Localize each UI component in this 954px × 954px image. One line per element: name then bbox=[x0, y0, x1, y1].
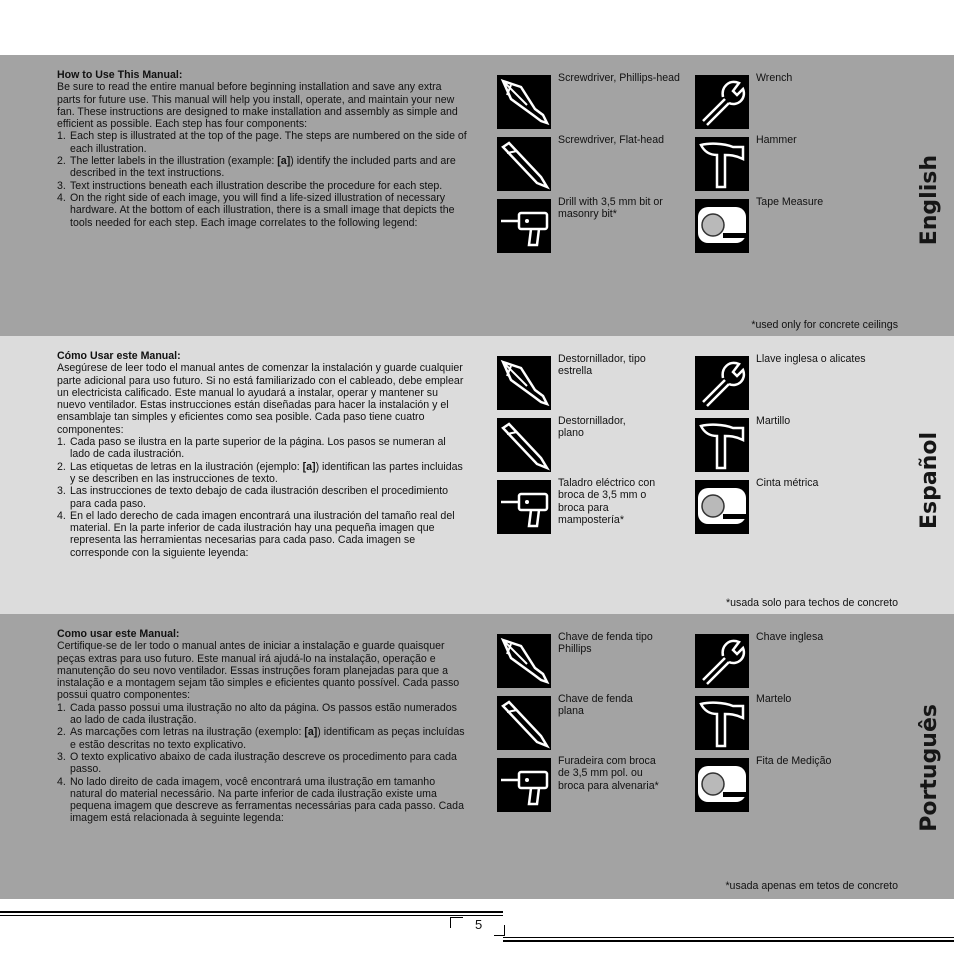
page-number: 5 bbox=[475, 917, 483, 932]
step-text: No lado direito de cada imagem, você encontrará uma ilustração em tamanho natural do material necessário. Na parte inferior de cada ilustração existe uma pequena imagem que descreve as ferramentas necessárias para cada passo. Cada imagem está relacionada à seguinte legenda: bbox=[70, 775, 464, 825]
step-number: 4. bbox=[57, 191, 66, 204]
wrench-icon bbox=[695, 634, 749, 688]
language-label: Español bbox=[917, 432, 942, 530]
step-text: ) identificam as peças incluídas e estão descritas no texto explicativo. bbox=[70, 726, 465, 751]
flat-screwdriver-icon bbox=[497, 137, 551, 191]
page-number-corner-bottom bbox=[494, 925, 505, 936]
phillips-screwdriver-icon bbox=[497, 634, 551, 688]
footer-rule-right bbox=[503, 940, 954, 942]
list-item bbox=[57, 192, 467, 229]
step-text: On the right side of each image, you will find a life-sized illustration of necessary hardware. At the bottom of each illustration, there is a small image that depicts the tools needed for each step. Each image correlates to the following legend: bbox=[70, 191, 455, 229]
step-number: 1. bbox=[57, 701, 66, 714]
list-item bbox=[57, 130, 467, 155]
list-item bbox=[57, 726, 467, 751]
step-text: Text instructions beneath each illustration describe the procedure for each step. bbox=[70, 179, 443, 192]
tape-measure-icon bbox=[695, 199, 749, 253]
tool-label: Taladro eléctrico con broca de 3,5 mm o broca para mampostería* bbox=[558, 477, 656, 526]
hammer-icon bbox=[695, 137, 749, 191]
wrench-icon bbox=[695, 75, 749, 129]
footnote: *usada solo para techos de concreto bbox=[726, 597, 898, 609]
step-text: Cada passo possui uma ilustração no alto da página. Os passos estão numerados ao lado de cada ilustração. bbox=[70, 701, 457, 727]
list-item bbox=[57, 436, 467, 461]
example-tag: [a] bbox=[277, 155, 291, 168]
english-section bbox=[0, 55, 954, 336]
wrench-icon bbox=[695, 356, 749, 410]
step-text: Each step is illustrated at the top of the page. The steps are numbered on the side of each illustration. bbox=[70, 130, 467, 155]
list-item bbox=[57, 155, 467, 180]
list-item bbox=[57, 510, 467, 559]
section-heading: How to Use This Manual: bbox=[57, 69, 183, 81]
step-text: ) identify the included parts and are described in the text instructions. bbox=[70, 155, 456, 180]
step-text: The letter labels in the illustration (example: bbox=[70, 155, 278, 168]
tool-label: Fita de Medição bbox=[756, 755, 832, 767]
instructions-text bbox=[57, 628, 467, 825]
step-number: 2. bbox=[57, 726, 66, 739]
tool-label: Llave inglesa o alicates bbox=[756, 353, 866, 365]
phillips-screwdriver-icon bbox=[497, 75, 551, 129]
step-number: 3. bbox=[57, 750, 66, 763]
tool-label: Destornillador, plano bbox=[558, 415, 626, 440]
language-label: Português bbox=[917, 704, 942, 832]
list-item bbox=[57, 485, 467, 510]
drill-icon bbox=[497, 758, 551, 812]
tool-label: Tape Measure bbox=[756, 196, 824, 208]
step-number: 3. bbox=[57, 485, 66, 498]
footer-rule-left-thin bbox=[0, 915, 503, 916]
step-text: En el lado derecho de cada imagen encontrará una ilustración del tamaño real del material. En la parte inferior de cada ilustración hay una pequeña imagen que representa las herramientas necesarias para cada paso. Cada imagen se corresponde con la siguiente leyenda: bbox=[70, 509, 455, 559]
list-item bbox=[57, 751, 467, 776]
tool-label: Martillo bbox=[756, 415, 791, 427]
step-number: 4. bbox=[57, 509, 66, 522]
instructions-text bbox=[57, 350, 467, 559]
step-number: 1. bbox=[57, 436, 66, 449]
footer-rule-left bbox=[0, 911, 503, 913]
hammer-icon bbox=[695, 696, 749, 750]
list-item bbox=[57, 180, 467, 192]
step-text: ) identifican las partes incluidas y se describen en las instrucciones de texto. bbox=[70, 460, 463, 485]
phillips-screwdriver-icon bbox=[497, 356, 551, 410]
tool-label: Furadeira com broca de 3,5 mm pol. ou broca para alvenaria* bbox=[558, 755, 659, 792]
tool-label: Chave inglesa bbox=[756, 631, 824, 643]
steps-list bbox=[57, 436, 467, 559]
list-item bbox=[57, 461, 467, 486]
instructions-text bbox=[57, 69, 467, 229]
example-tag: [a] bbox=[304, 726, 318, 739]
tool-label: Hammer bbox=[756, 134, 797, 146]
spanish-section bbox=[0, 336, 954, 614]
intro-paragraph: Asegúrese de leer todo el manual antes de comenzar la instalación y guarde cualquier parte adicional para uso futuro. Si no está familiarizado con el cableado, debe emplear un electricista calificado. Este manual lo ayudará a instalar, operar y mantener su nuevo ventilador. Estas instrucciones están diseñadas para hacer la instalación y el ensamblaje tan simples y eficientes como sea posible. Cada paso tiene cuatro componentes: bbox=[57, 362, 464, 436]
intro-paragraph: Certifique-se de ler todo o manual antes de iniciar a instalação e guarde quaisquer peças extras para uso futuro. Este manual irá ajudá-lo na instalação, operação e manutenção do seu novo ventilador. Essas instruções foram planejadas para que a instalação e a montagem sejam tão simples e eficientes quanto possível. Cada passo possui quatro componentes: bbox=[57, 640, 460, 702]
step-text: Cada paso se ilustra en la parte superior de la página. Los pasos se numeran al lado de cada ilustración. bbox=[70, 436, 446, 461]
step-text: O texto explicativo abaixo de cada ilustração descreve os procedimento para cada passo. bbox=[70, 750, 457, 776]
section-heading: Como usar este Manual: bbox=[57, 628, 180, 640]
flat-screwdriver-icon bbox=[497, 418, 551, 472]
tool-label: Chave de fenda tipo Phillips bbox=[558, 631, 653, 656]
tape-measure-icon bbox=[695, 758, 749, 812]
language-label: English bbox=[917, 155, 942, 246]
step-text: Las instrucciones de texto debajo de cada ilustración describen el procedimiento para cada paso. bbox=[70, 485, 449, 510]
step-text: Las etiquetas de letras en la ilustración (ejemplo: bbox=[70, 460, 303, 473]
tape-measure-icon bbox=[695, 480, 749, 534]
intro-paragraph: Be sure to read the entire manual before beginning installation and save any extra parts for future use. This manual will help you install, operate, and maintain your new fan. These instructions are designed to make installation and assembly as simple and efficient as possible. Each step has four components: bbox=[57, 81, 458, 131]
step-number: 3. bbox=[57, 179, 66, 192]
steps-list bbox=[57, 702, 467, 825]
tool-label: Screwdriver, Phillips-head bbox=[558, 72, 680, 84]
footnote: *used only for concrete ceilings bbox=[751, 319, 898, 331]
page-number-corner-top bbox=[450, 917, 463, 928]
footnote: *usada apenas em tetos de concreto bbox=[725, 880, 898, 892]
drill-icon bbox=[497, 480, 551, 534]
step-number: 1. bbox=[57, 130, 66, 143]
steps-list bbox=[57, 130, 467, 228]
tool-label: Destornillador, tipo estrella bbox=[558, 353, 646, 378]
tool-label: Cinta métrica bbox=[756, 477, 819, 489]
tool-label: Martelo bbox=[756, 693, 792, 705]
tool-label: Drill with 3,5 mm bit or masonry bit* bbox=[558, 196, 663, 221]
section-heading: Cómo Usar este Manual: bbox=[57, 350, 181, 362]
list-item bbox=[57, 776, 467, 825]
footer-rule-right-thin bbox=[503, 937, 954, 938]
drill-icon bbox=[497, 199, 551, 253]
flat-screwdriver-icon bbox=[497, 696, 551, 750]
step-text: As marcações com letras na ilustração (exemplo: bbox=[70, 726, 305, 739]
tool-label: Screwdriver, Flat-head bbox=[558, 134, 664, 146]
example-tag: [a] bbox=[302, 460, 316, 473]
tool-label: Chave de fenda plana bbox=[558, 693, 633, 718]
step-number: 2. bbox=[57, 460, 66, 473]
list-item bbox=[57, 702, 467, 727]
tool-label: Wrench bbox=[756, 72, 793, 84]
step-number: 4. bbox=[57, 775, 66, 788]
hammer-icon bbox=[695, 418, 749, 472]
step-number: 2. bbox=[57, 155, 66, 168]
portuguese-section bbox=[0, 614, 954, 899]
